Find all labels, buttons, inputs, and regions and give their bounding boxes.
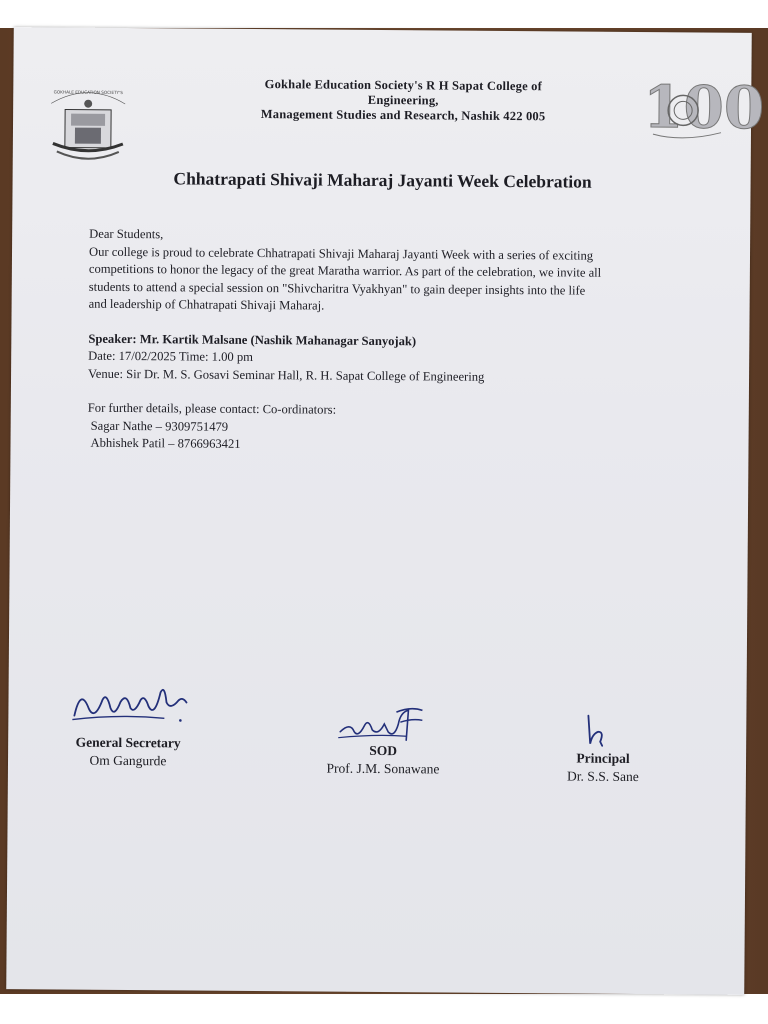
society-logo [43, 73, 134, 170]
general-secretary-signature [68, 678, 198, 729]
signatory-name: Prof. J.M. Sonawane [326, 760, 440, 777]
paragraph-line: competitions to honor the legacy of the great Maratha warrior. As part of the celebration, we invite all [88, 261, 602, 280]
paragraph-line: and leadership of Chhatrapati Shivaji Maharaj. [88, 296, 325, 313]
principal-signature [580, 712, 610, 752]
signatory-role: Principal [576, 750, 630, 766]
document-title: Chhatrapati Shivaji Maharaj Jayanti Week Celebration [173, 168, 592, 192]
general-secretary-block [63, 734, 193, 771]
signatory-name: Om Gangurde [89, 752, 167, 769]
signatory-name: Dr. S.S. Sane [567, 768, 639, 785]
principal-block [548, 749, 658, 786]
header-line-3: Management Studies and Research, Nashik 422 005 [260, 107, 546, 124]
signatory-role: SOD [369, 742, 398, 759]
date-time-line: Date: 17/02/2025 Time: 1.00 pm [88, 348, 254, 365]
centenary-logo [613, 72, 765, 148]
letter-body [87, 226, 679, 457]
contact-item: Sagar Nathe – 9309751479 [90, 418, 229, 434]
centenary-number: 100 [642, 73, 765, 143]
contact-intro: For further details, please contact: Co-ordinators: [87, 400, 337, 417]
paragraph-line: students to attend a special session on "Shivcharitra Vyakhyan" to gain deeper insights into the life [88, 279, 586, 298]
speaker-line: Speaker: Mr. Kartik Malsane (Nashik Mahanagar Sanyojak) [88, 331, 417, 348]
document-page [6, 27, 765, 995]
college-header [183, 76, 623, 124]
left-logo-text: GOKHALE EDUCATION SOCIETY'S [53, 89, 123, 95]
sod-block [308, 741, 458, 778]
header-line-1: Gokhale Education Society's R H Sapat College of [264, 77, 543, 94]
header-line-2: Engineering, [367, 92, 439, 108]
greeting: Dear Students, [89, 226, 164, 242]
venue-line: Venue: Sir Dr. M. S. Gosavi Seminar Hall, R. H. Sapat College of Engineering [88, 366, 485, 384]
intro-paragraph [89, 243, 680, 318]
paragraph-line: Our college is proud to celebrate Chhatrapati Shivaji Maharaj Jayanti Week with a series of exciting [88, 244, 594, 263]
signatory-role: General Secretary [75, 734, 181, 751]
contact-item: Abhishek Patil – 8766963421 [90, 435, 241, 451]
